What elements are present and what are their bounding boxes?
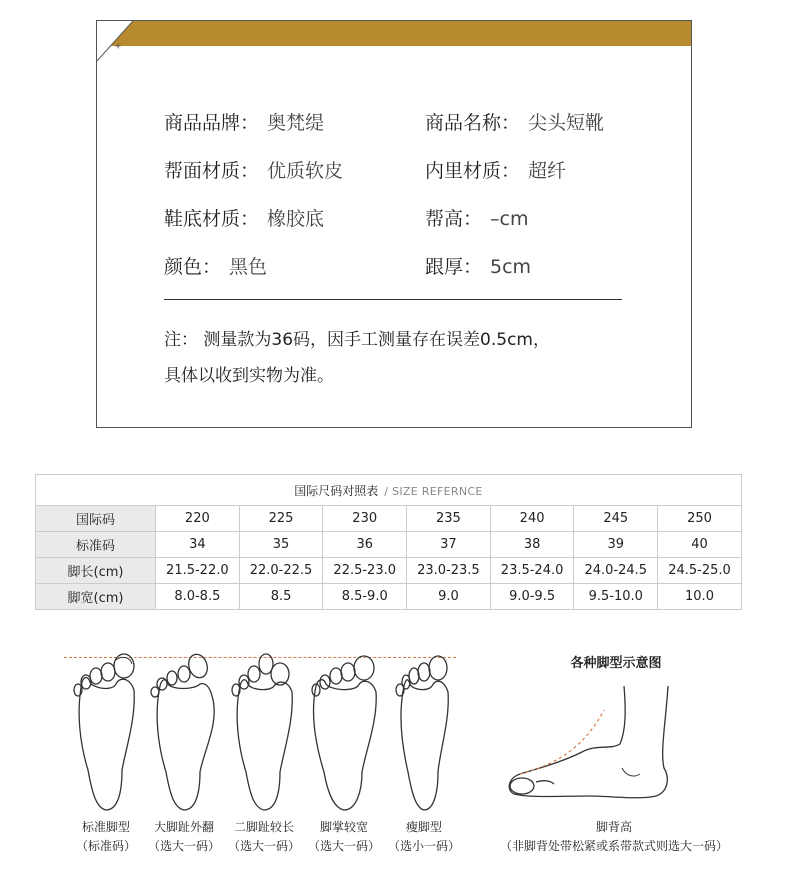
spec-lining-label: 内里材质： [425,160,521,182]
table-cell: 21.5-22.0 [156,558,240,584]
table-cell: 9.5-10.0 [574,584,658,610]
foot-wide-icon [310,652,378,812]
table-cell: 35 [239,532,323,558]
table-cell: 230 [323,506,407,532]
spec-brand [164,108,324,135]
foot-type-name: 标准脚型 [81,820,130,834]
table-row [36,584,742,610]
foot-type-advice: （选小一码） [387,839,460,853]
table-cell: 9.0 [407,584,491,610]
table-cell: 220 [156,506,240,532]
measurement-note-line1: 注： 测量款为36码，因手工测量存在误差0.5cm， [164,330,550,350]
foot-type-advice: （选大一码） [227,839,300,853]
spec-lining-value: 超纤 [528,160,567,182]
spec-name-value: 尖头短靴 [528,112,605,134]
spec-lining [425,156,566,183]
table-cell: 22.0-22.5 [239,558,323,584]
foot-slim-icon [390,652,458,812]
foot-type-long-second-toe [219,818,309,856]
spec-name [425,108,604,135]
spec-heel [425,252,531,279]
table-cell: 8.5-9.0 [323,584,407,610]
table-cell: 22.5-23.0 [323,558,407,584]
size-chart-table [35,474,742,610]
spec-color-value: 黑色 [229,256,268,278]
spec-shaft-value: –cm [490,208,529,230]
foot-type-advice: （选大一码） [147,839,220,853]
spec-name-label: 商品名称： [425,112,521,134]
row-header-foot-width: 脚宽(cm) [36,584,156,610]
spec-sole-value: 橡胶底 [267,208,325,230]
table-cell: 240 [490,506,574,532]
card-accent-bar [97,21,691,46]
table-cell: 245 [574,506,658,532]
spec-color [164,252,267,279]
spec-upper [164,156,343,183]
table-cell: 250 [658,506,742,532]
spec-upper-label: 帮面材质： [164,160,260,182]
table-cell: 8.0-8.5 [156,584,240,610]
spec-shaft-label: 帮高： [425,208,483,230]
foot-type-name: 大脚趾外翻 [153,820,214,834]
table-cell: 34 [156,532,240,558]
foot-standard-icon [72,652,140,812]
foot-type-slim [379,818,469,856]
size-table-subtitle: / SIZE REFERNCE [384,484,483,498]
size-table-title-row [36,475,742,506]
spec-heel-value: 5cm [490,256,532,278]
spec-brand-label: 商品品牌： [164,112,260,134]
spec-brand-value: 奥梵缇 [267,112,325,134]
row-header-standard: 标准码 [36,532,156,558]
table-cell: 36 [323,532,407,558]
table-cell: 23.0-23.5 [407,558,491,584]
size-table-title: 国际尺码对照表 [294,483,379,498]
row-header-intl: 国际码 [36,506,156,532]
table-row [36,558,742,584]
spec-color-label: 颜色： [164,256,222,278]
foot-type-name: 瘦脚型 [405,820,442,834]
foot-bunion-icon [150,652,218,812]
table-cell: 10.0 [658,584,742,610]
table-cell: 37 [407,532,491,558]
high-instep-advice: （非脚背处带松紧或系带款式则选大一码） [499,839,728,853]
foot-type-advice: （标准码） [75,839,136,853]
foot-long-second-toe-icon [230,652,298,812]
foot-type-advice: （选大一码） [307,839,380,853]
foot-type-standard [61,818,151,856]
foot-type-name: 二脚趾较长 [233,820,294,834]
spec-shaft [425,204,528,231]
spec-sole [164,204,324,231]
table-row [36,532,742,558]
spec-heel-label: 跟厚： [425,256,483,278]
table-cell: 40 [658,532,742,558]
foot-type-bunion [139,818,229,856]
foot-types-diagram-title: 各种脚型示意图 [570,656,662,671]
table-cell: 8.5 [239,584,323,610]
table-cell: 38 [490,532,574,558]
table-row [36,506,742,532]
table-cell: 9.0-9.5 [490,584,574,610]
table-cell: 24.5-25.0 [658,558,742,584]
high-instep-name: 脚背高 [595,820,632,834]
foot-type-name: 脚掌较宽 [319,820,368,834]
spec-upper-value: 优质软皮 [267,160,344,182]
table-cell: 23.5-24.0 [490,558,574,584]
table-cell: 24.0-24.5 [574,558,658,584]
card-divider [164,299,622,300]
table-cell: 39 [574,532,658,558]
spec-sole-label: 鞋底材质： [164,208,260,230]
plus-icon: + [115,41,122,52]
table-cell: 235 [407,506,491,532]
foot-type-wide [299,818,389,856]
measurement-note-line2: 具体以收到实物为准。 [164,366,334,386]
row-header-foot-length: 脚长(cm) [36,558,156,584]
table-cell: 225 [239,506,323,532]
foot-side-high-instep-icon [500,680,676,808]
